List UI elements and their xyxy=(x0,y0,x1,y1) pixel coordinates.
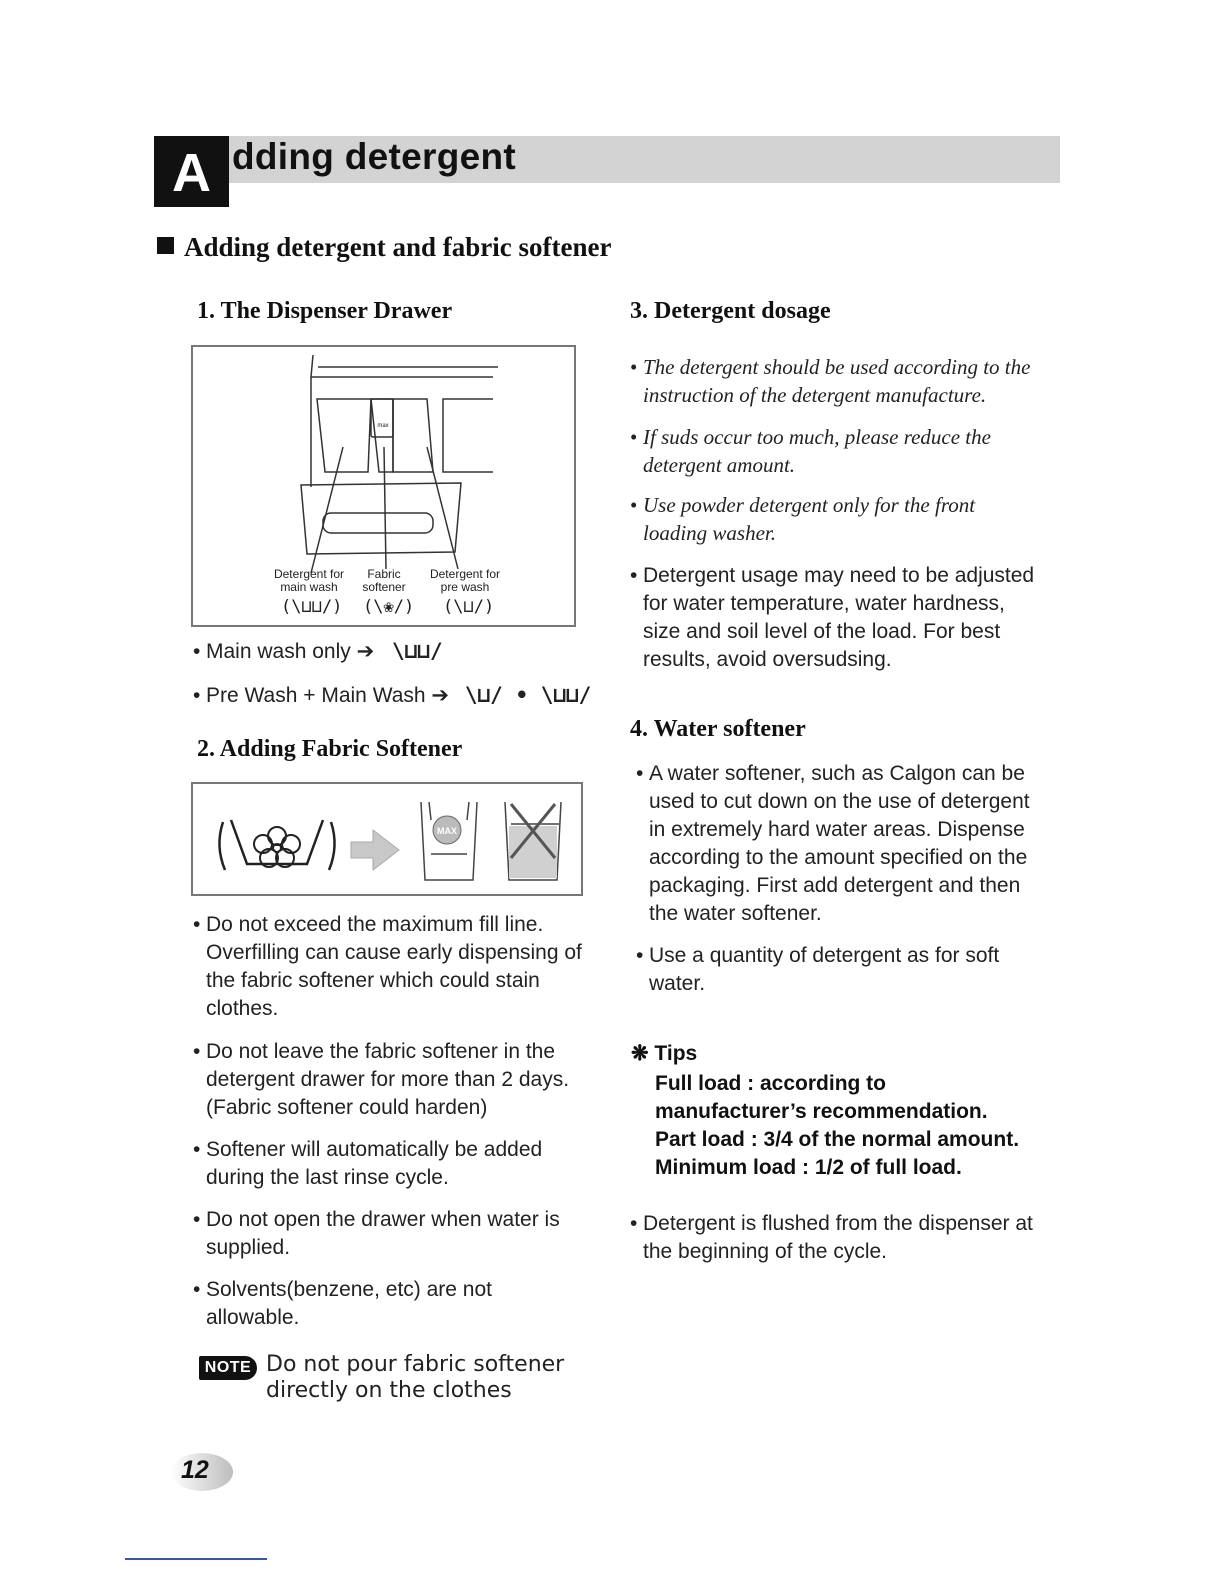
softener-bullet-2: • Do not leave the fabric softener in the detergent drawer for more than 2 days. (Fabric softener could harden) xyxy=(193,1040,570,1119)
dispenser-drawer-figure xyxy=(191,345,576,627)
softener-max-label: MAX xyxy=(437,826,457,836)
square-bullet-icon xyxy=(157,237,174,254)
main-wash-symbol-icon: (\⊔⊔/) xyxy=(281,597,343,617)
flush-bullet: • Detergent is flushed from the dispenser at the beginning of the cycle. xyxy=(630,1212,1033,1263)
tips-line: Part load : 3/4 of the normal amount. xyxy=(655,1128,1020,1151)
dosage-italic-bullet-3: • Use powder detergent only for the front loading washer. xyxy=(630,493,976,545)
section-title xyxy=(157,232,611,263)
tips-line: Minimum load : 1/2 of full load. xyxy=(655,1156,962,1179)
tips-line: manufacturer’s recommendation. xyxy=(655,1100,988,1123)
note-badge: NOTE xyxy=(199,1356,257,1380)
dosage-italic-bullet-1: • The detergent should be used according to the instruction of the detergent manufacture. xyxy=(630,355,1031,407)
tips-list xyxy=(655,1070,1019,1182)
water-softener-bullet-1: • A water softener, such as Calgon can be used to cut down on the use of detergent in extremely hard water areas. Dispense according to the amount specified on the packaging. First add detergent and then the water softener. xyxy=(636,762,1030,925)
dosage-bullet-usage: • Detergent usage may need to be adjusted for water temperature, water hardness, size and soil level of the load. For best results, avoid oversudsing. xyxy=(630,564,1035,671)
fabric-softener-symbol-icon: (\❀/) xyxy=(363,597,415,617)
water-softener-heading: 4. Water softener xyxy=(630,716,806,742)
note-text: Do not pour fabric softener directly on the clothes xyxy=(266,1352,565,1403)
tips-title: ❋ Tips xyxy=(631,1042,698,1065)
footer-line xyxy=(125,1558,267,1560)
pre-wash-symbol-icon: (\⊔/) xyxy=(443,597,495,617)
softener-heading: 2. Adding Fabric Softener xyxy=(197,736,463,762)
bullet-main-wash-only: • Main wash only ➔ \⊔⊔/ xyxy=(193,639,443,663)
main-wash-compartment-icon: \⊔⊔/ xyxy=(392,639,443,663)
label-pre-wash: Detergent for pre wash xyxy=(429,567,501,594)
page-number: 12 xyxy=(181,1456,209,1484)
softener-bullet-3: • Softener will automatically be added during the last rinse cycle. xyxy=(193,1138,543,1189)
dosage-heading: 3. Detergent dosage xyxy=(630,298,831,324)
page-title: dding detergent xyxy=(232,136,517,177)
pre-main-wash-compartment-icon: \⊔/ • \⊔⊔/ xyxy=(464,683,592,707)
water-softener-bullet-2: • Use a quantity of detergent as for soft water. xyxy=(636,944,1000,995)
dosage-italic-bullet-2: • If suds occur too much, please reduce the detergent amount. xyxy=(630,425,991,477)
softener-bullet-4: • Do not open the drawer when water is supplied. xyxy=(193,1208,560,1259)
tips-line: Full load : according to xyxy=(655,1072,886,1095)
bullet-pre-main-wash: • Pre Wash + Main Wash ➔ \⊔/ • \⊔⊔/ xyxy=(193,683,592,707)
softener-figure xyxy=(191,782,583,896)
softener-bullet-5: • Solvents(benzene, etc) are not allowable. xyxy=(193,1278,493,1329)
softener-fill-drawing xyxy=(193,784,581,894)
section-title-text: Adding detergent and fabric softener xyxy=(184,232,612,262)
header-initial-letter: A xyxy=(154,136,229,207)
dispenser-heading: 1. The Dispenser Drawer xyxy=(197,298,453,324)
max-fill-label: max xyxy=(377,423,389,429)
softener-bullet-1: • Do not exceed the maximum fill line. Overfilling can cause early dispensing of the fabric softener which could stain clothes. xyxy=(193,913,582,1020)
label-fabric-softener: Fabric softener xyxy=(362,567,406,594)
label-main-wash: Detergent for main wash xyxy=(273,567,345,594)
